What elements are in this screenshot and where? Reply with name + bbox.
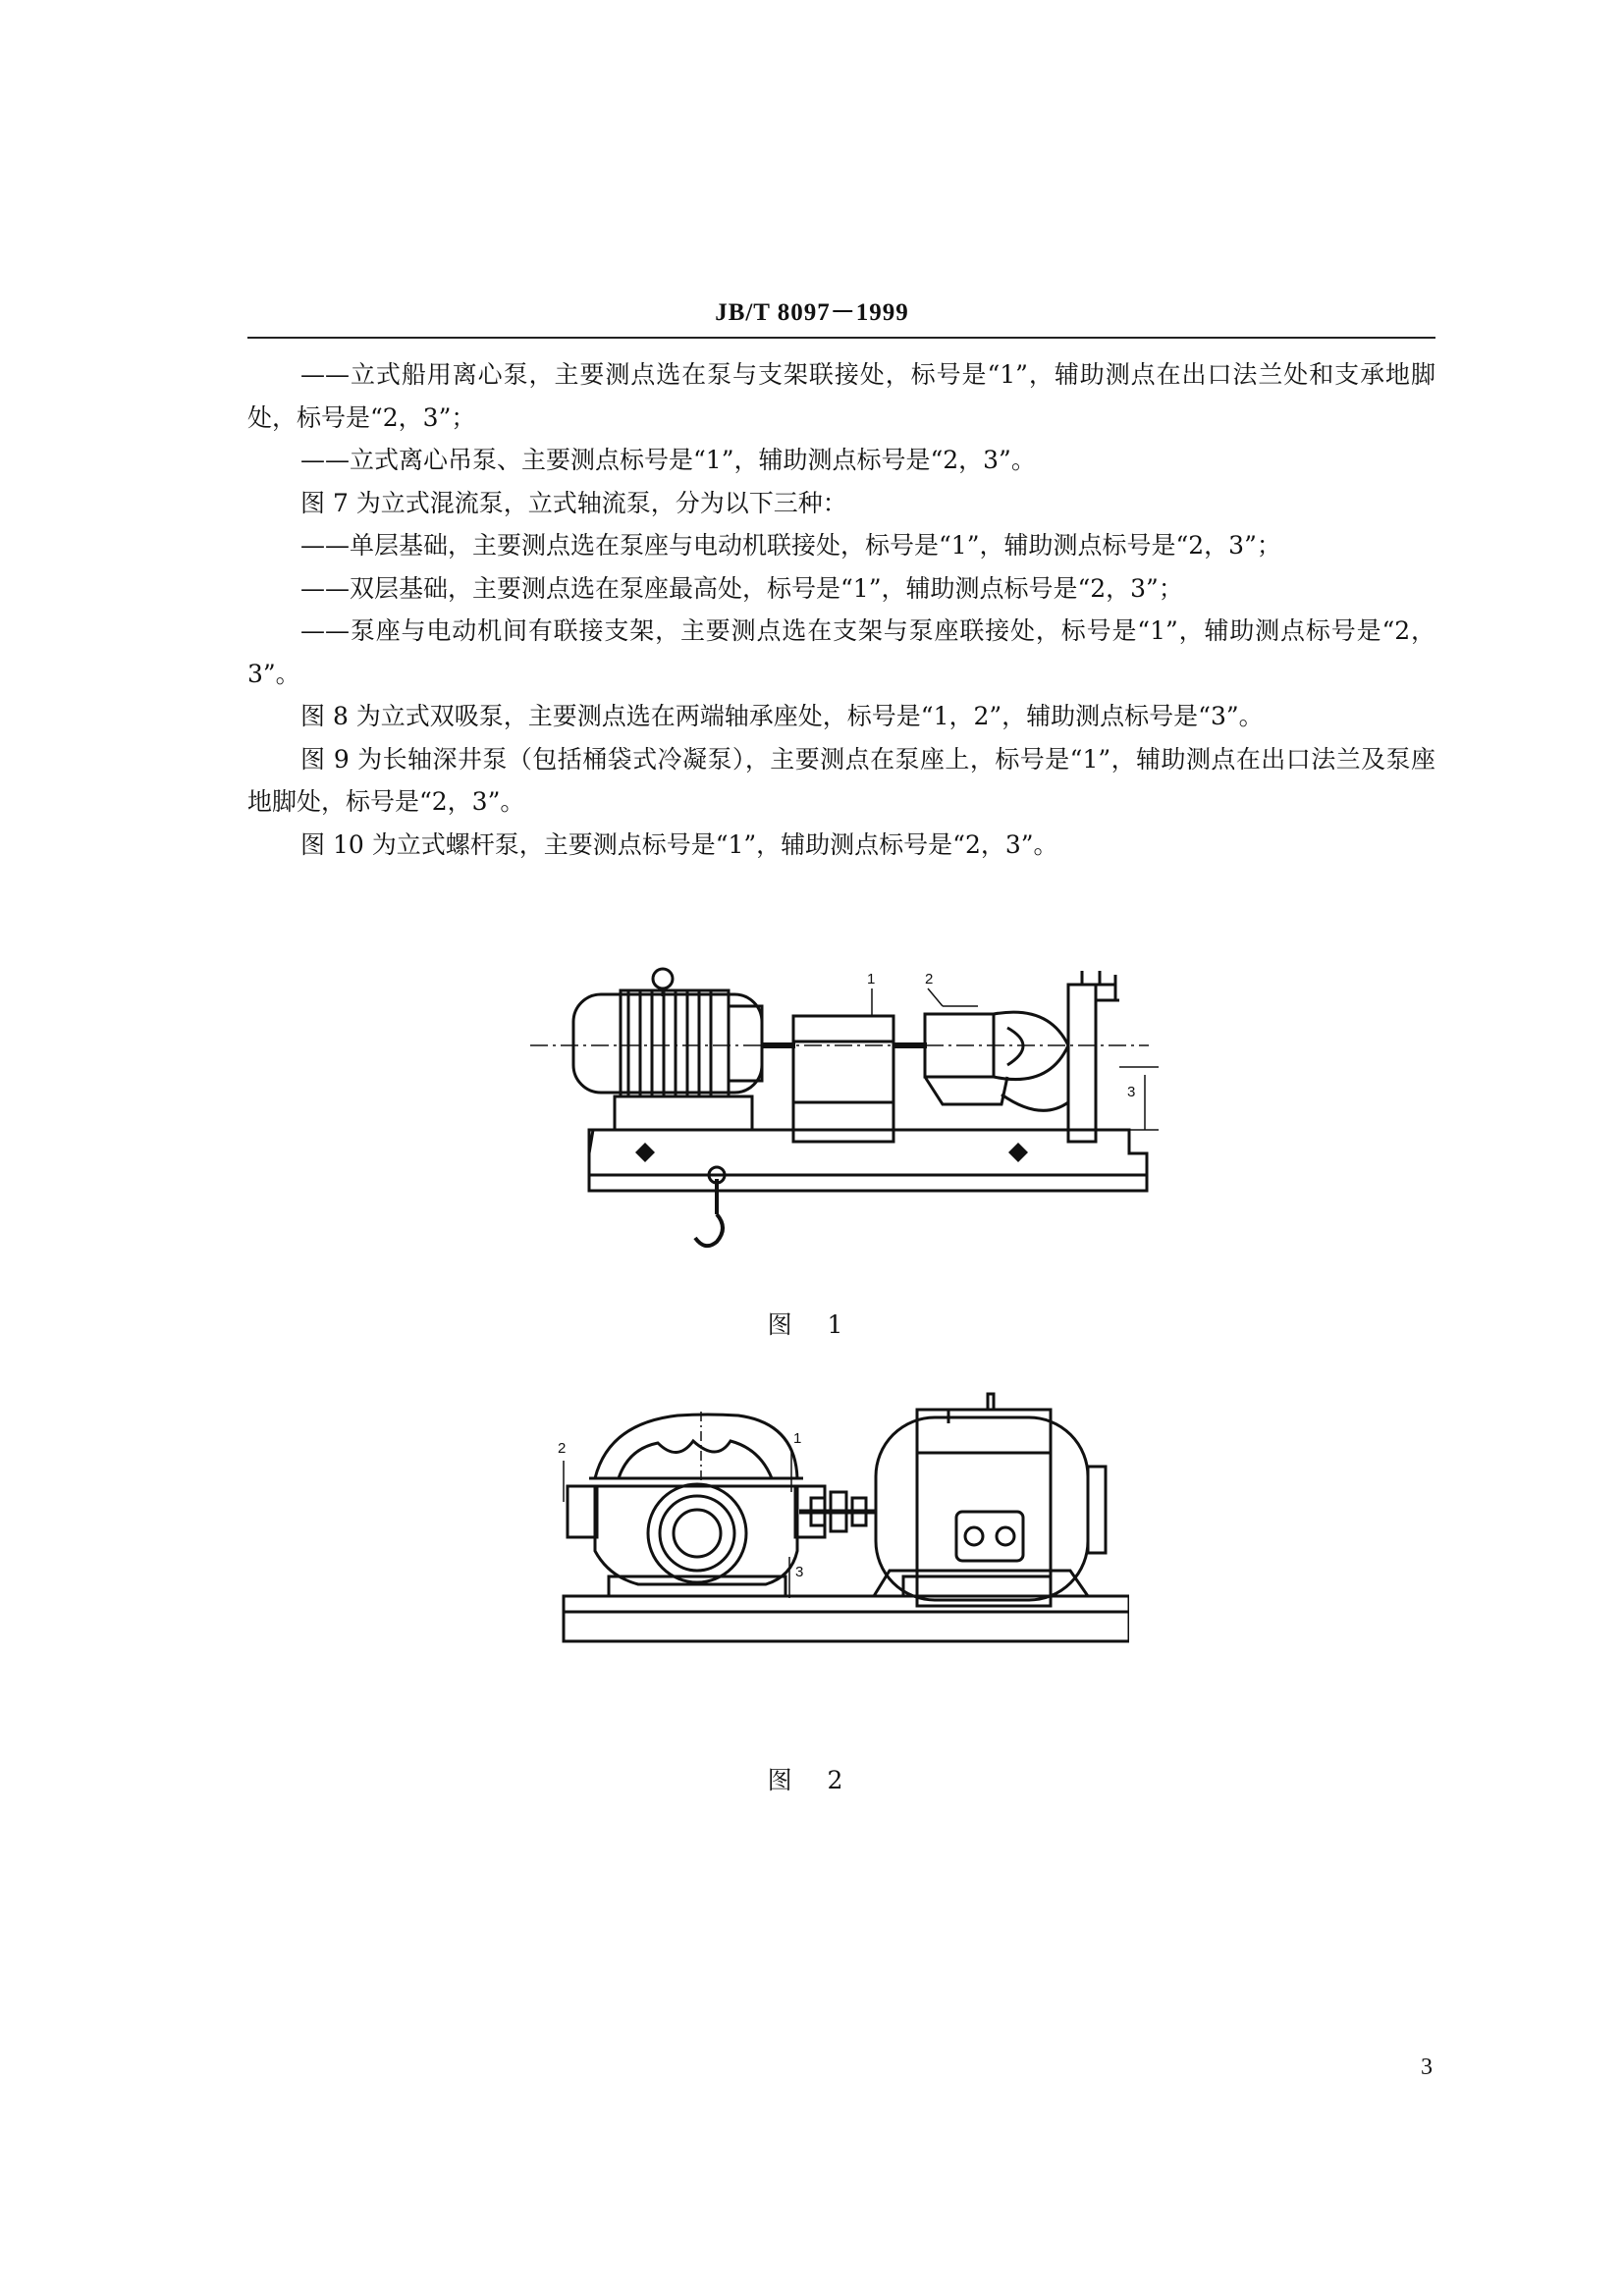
figure-1-label-2: 2 bbox=[925, 971, 934, 988]
paragraph-9: 图 10 为立式螺杆泵，主要测点标号是“1”，辅助测点标号是“2，3”。 bbox=[300, 829, 1058, 859]
figure-1-caption: 图 1 bbox=[767, 1310, 857, 1339]
paragraph-3: 图 7 为立式混流泵，立式轴流泵，分为以下三种： bbox=[300, 488, 847, 517]
figure-2-label-2: 2 bbox=[558, 1440, 567, 1457]
paragraph-6: ——泵座与电动机间有联接支架，主要测点选在支架与泵座联接处，标号是“1”，辅助测点标号是“2，3”。 bbox=[247, 616, 1435, 688]
figure-2-label-3: 3 bbox=[795, 1564, 804, 1580]
paragraph-2: ——立式离心吊泵、主要测点标号是“1”，辅助测点标号是“2，3”。 bbox=[300, 446, 1036, 474]
figure-1-pump-drawing bbox=[530, 957, 1159, 1252]
header-rule bbox=[247, 337, 1435, 339]
figure-2-label-1: 1 bbox=[793, 1430, 802, 1447]
body-text bbox=[247, 353, 1435, 866]
paragraph-8: 图 9 为长轴深井泵（包括桶袋式冷凝泵），主要测点在泵座上，标号是“1”，辅助测点在出口法兰及泵座地脚处，标号是“2，3”。 bbox=[247, 744, 1435, 816]
figure-2-pump-drawing bbox=[550, 1384, 1129, 1708]
document-code-header: JB/T 8097－1999 bbox=[715, 299, 909, 326]
figure-2-caption: 图 2 bbox=[767, 1766, 857, 1794]
paragraph-1: ——立式船用离心泵，主要测点选在泵与支架联接处，标号是“1”，辅助测点在出口法兰处和支承地脚处，标号是“2，3”； bbox=[247, 360, 1435, 432]
paragraph-4: ——单层基础，主要测点选在泵座与电动机联接处，标号是“1”，辅助测点标号是“2，3”； bbox=[300, 531, 1281, 560]
paragraph-7: 图 8 为立式双吸泵，主要测点选在两端轴承座处，标号是“1，2”，辅助测点标号是“3”。 bbox=[300, 702, 1264, 730]
figure-1-label-1: 1 bbox=[867, 971, 876, 988]
figure-1-label-3: 3 bbox=[1127, 1084, 1136, 1100]
page-number: 3 bbox=[1421, 2055, 1433, 2080]
paragraph-5: ——双层基础，主要测点选在泵座最高处，标号是“1”，辅助测点标号是“2，3”； bbox=[300, 573, 1183, 603]
